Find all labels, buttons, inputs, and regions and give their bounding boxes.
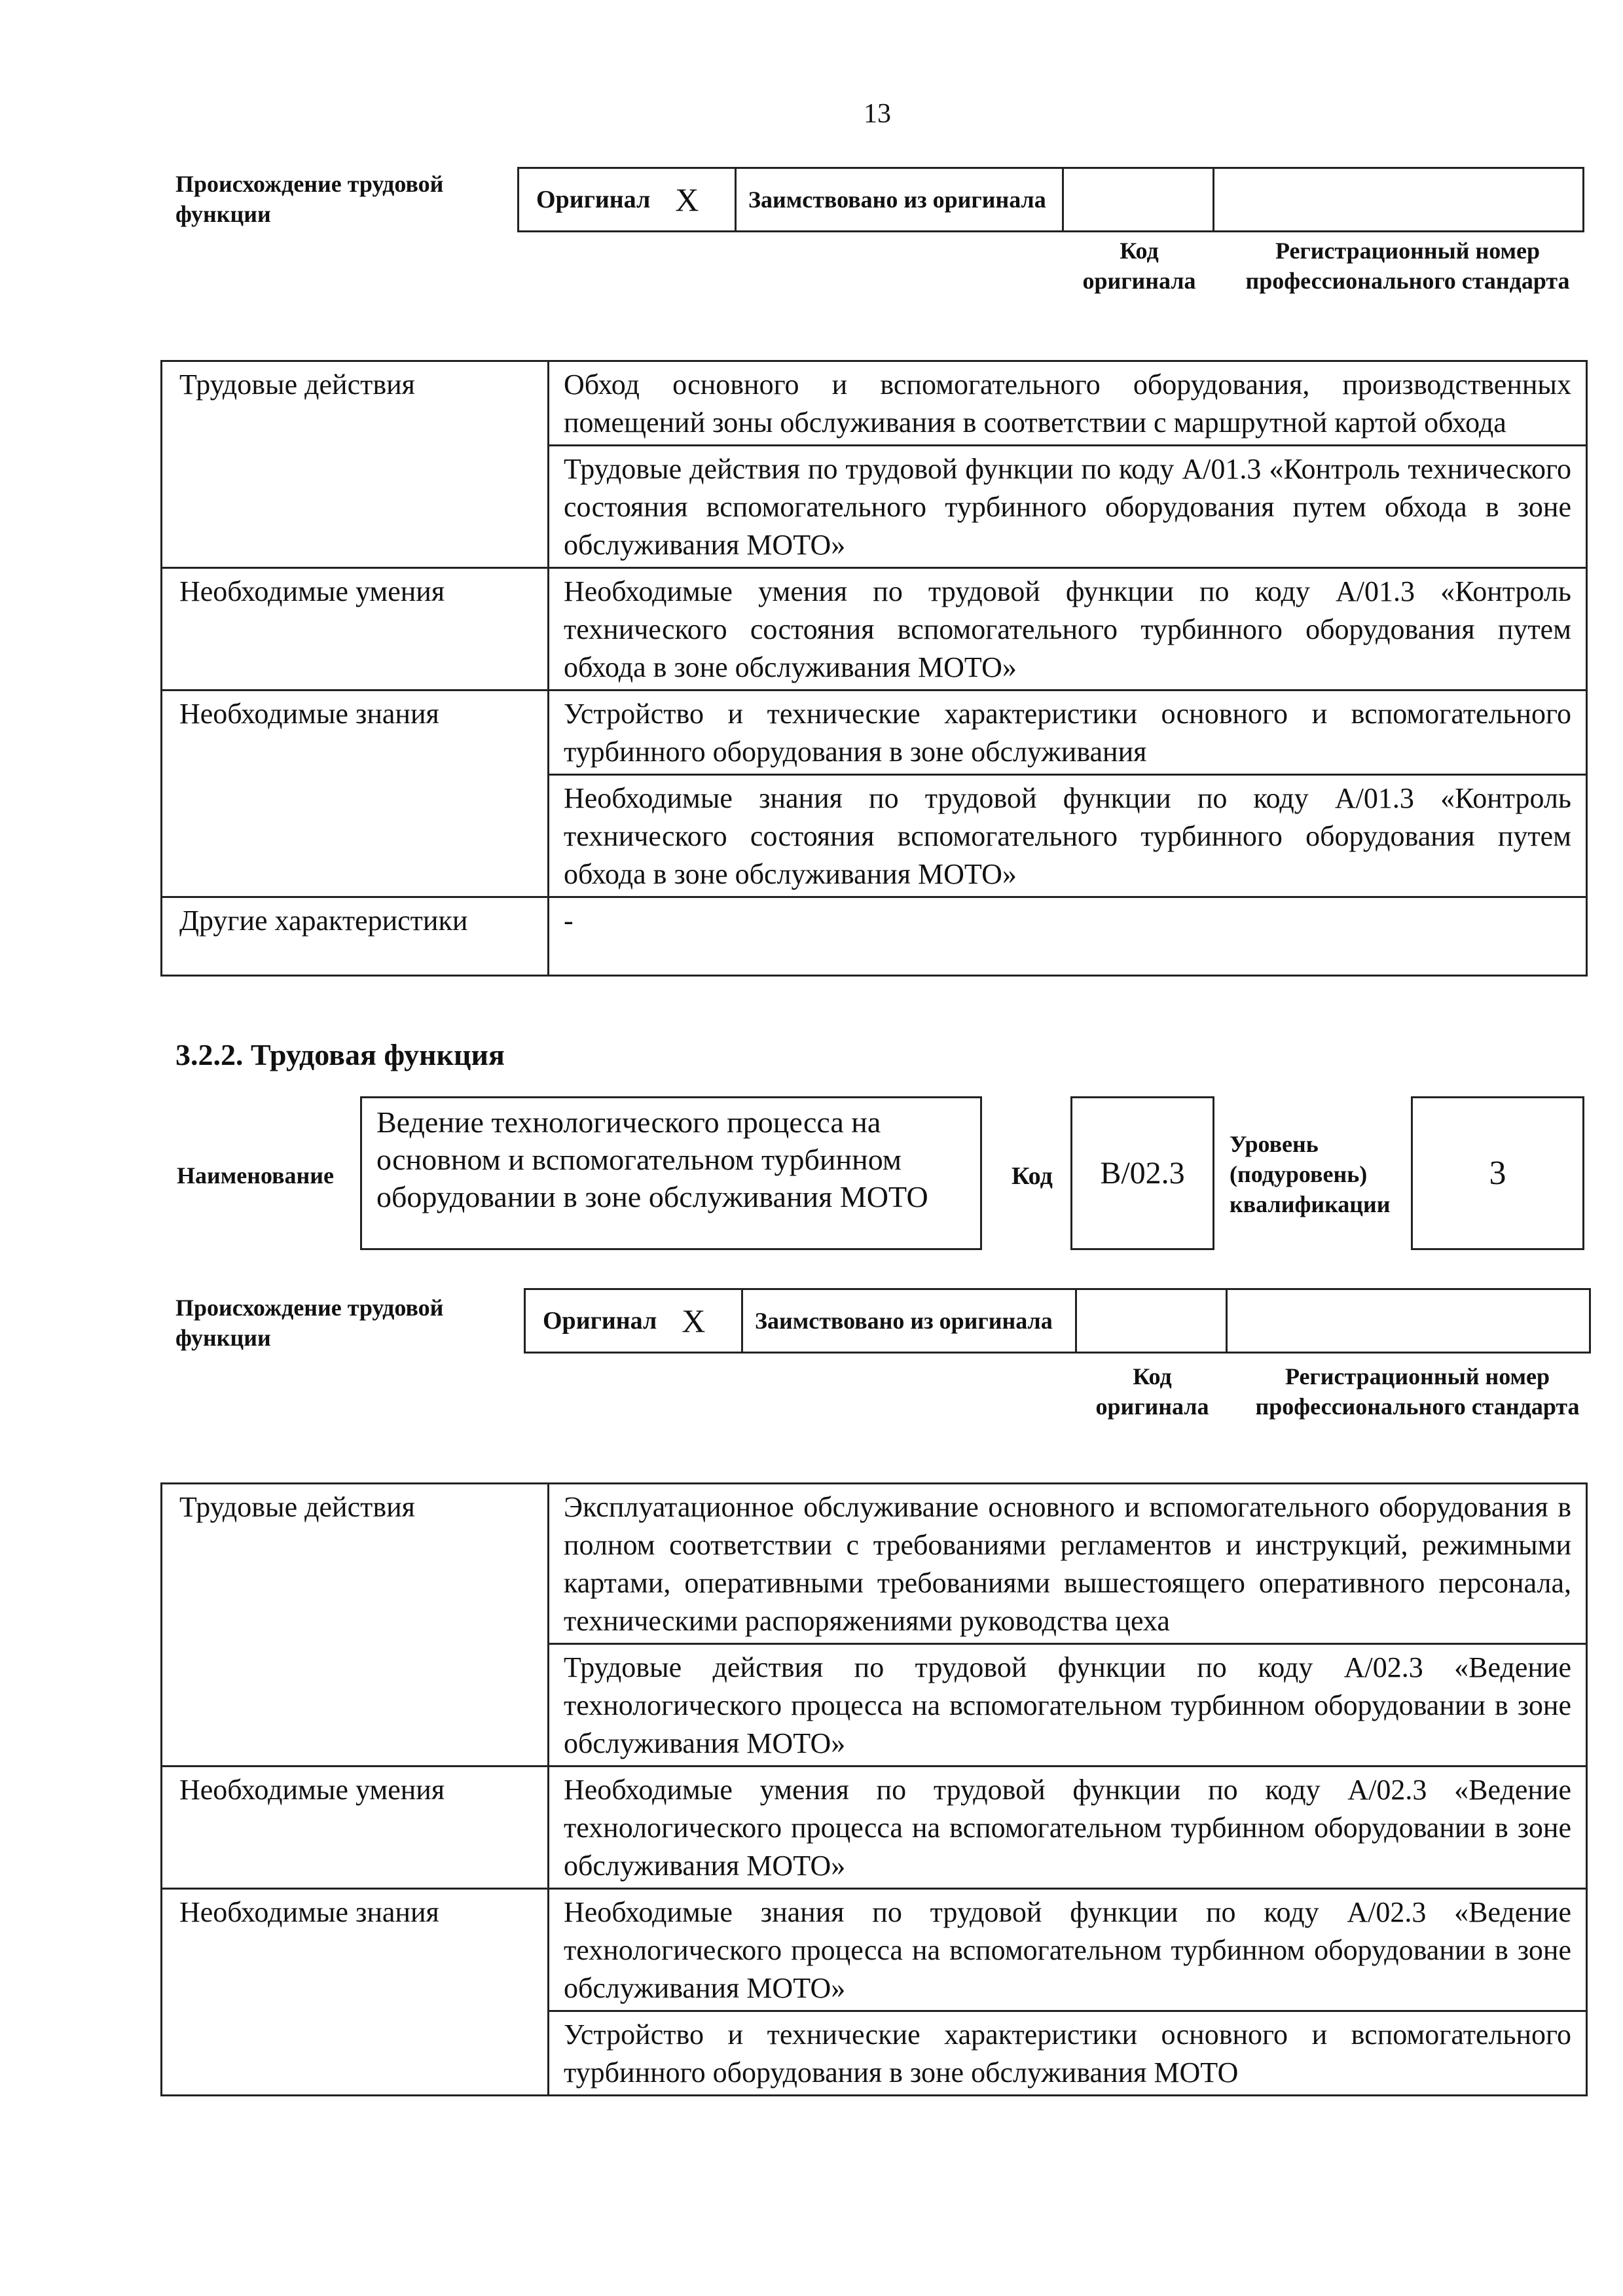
row-label: Другие характеристики [162,897,549,976]
page-number: 13 [864,99,891,129]
original-mark-2: X [682,1302,706,1339]
row-label: Необходимые умения [162,568,549,691]
table-row [162,361,1587,446]
row-label: Необходимые умения [162,1767,549,1889]
origin-row-2 [524,1288,1591,1354]
borrowed-cell: Заимствовано из оригинала [737,167,1064,232]
reg-number-cell [1214,167,1584,232]
row-text: - [549,897,1587,976]
row-text: Необходимые умения по трудовой функции по коду А/02.3 «Ведение технологического процесса на вспомогательном турбинном оборудовании в зоне обслуживания МОТО» [549,1767,1587,1889]
original-code-label: Код оригинала [1082,238,1196,294]
origin-label: Происхождение трудовой функции [175,171,444,227]
original-label: Оригинал [536,186,651,213]
function-name-label: Наименование [177,1162,334,1189]
row-label: Необходимые знания [162,1889,549,2096]
original-label-2: Оригинал [543,1307,657,1335]
function-code-label: Код [1012,1162,1053,1190]
table-1 [160,360,1588,977]
row-text: Эксплуатационное обслуживание основного и вспомогательного оборудования в полном соответствии с требованиями регламентов и инструкций, режимными картами, оперативными требованиями вышестоящего оперативного персонала, техническими распоряжениями руководства цеха [549,1484,1587,1644]
row-text: Трудовые действия по трудовой функции по коду А/02.3 «Ведение технологического процесса на вспомогательном турбинном оборудовании в зоне обслуживания МОТО» [549,1644,1587,1767]
row-label: Трудовые действия [162,1484,549,1767]
reg-number-cell-2 [1228,1288,1591,1354]
row-text: Трудовые действия по трудовой функции по коду А/01.3 «Контроль технического состояния вспомогательного турбинного оборудования путем обхода в зоне обслуживания МОТО» [549,446,1587,568]
original-code-label-2: Код оригинала [1095,1363,1209,1420]
origin-row [517,167,1584,232]
reg-number-label-2: Регистрационный номер профессионального стандарта [1255,1363,1580,1420]
row-text: Необходимые знания по трудовой функции по коду А/01.3 «Контроль технического состояния вспомогательного турбинного оборудования путем обхода в зоне обслуживания МОТО» [549,775,1587,897]
row-label: Трудовые действия [162,361,549,568]
original-cell [517,167,737,232]
section-heading: 3.2.2. Трудовая функция [175,1038,505,1071]
original-mark: X [675,181,699,218]
qualification-level-box: 3 [1411,1096,1584,1250]
table-row [162,568,1587,691]
function-name-box: Ведение технологического процесса на основном и вспомогательном турбинном оборудовании в зоне обслуживания МОТО [360,1096,982,1250]
table-row [162,691,1587,775]
row-label: Необходимые знания [162,691,549,897]
original-code-cell [1064,167,1214,232]
original-cell-2 [524,1288,743,1354]
row-text: Устройство и технические характеристики основного и вспомогательного турбинного оборудования в зоне обслуживания [549,691,1587,775]
row-text: Устройство и технические характеристики основного и вспомогательного турбинного оборудования в зоне обслуживания МОТО [549,2011,1587,2096]
table-row [162,1484,1587,1644]
reg-number-label: Регистрационный номер профессионального стандарта [1245,238,1570,294]
row-text: Необходимые умения по трудовой функции по коду А/01.3 «Контроль технического состояния вспомогательного турбинного оборудования путем обхода в зоне обслуживания МОТО» [549,568,1587,691]
function-code-box: В/02.3 [1070,1096,1214,1250]
qualification-level-label: Уровень (подуровень) квалификации [1230,1131,1391,1217]
original-code-cell-2 [1077,1288,1228,1354]
table-row [162,1767,1587,1889]
borrowed-cell-2: Заимствовано из оригинала [743,1288,1077,1354]
row-text: Необходимые знания по трудовой функции по коду А/02.3 «Ведение технологического процесса на вспомогательном турбинном оборудовании в зоне обслуживания МОТО» [549,1889,1587,2011]
row-text: Обход основного и вспомогательного оборудования, производственных помещений зоны обслуживания в соответствии с маршрутной картой обхода [549,361,1587,446]
table-row [162,897,1587,976]
origin-label-2: Происхождение трудовой функции [175,1295,444,1351]
table-row [162,1889,1587,2011]
table-2 [160,1482,1588,2096]
